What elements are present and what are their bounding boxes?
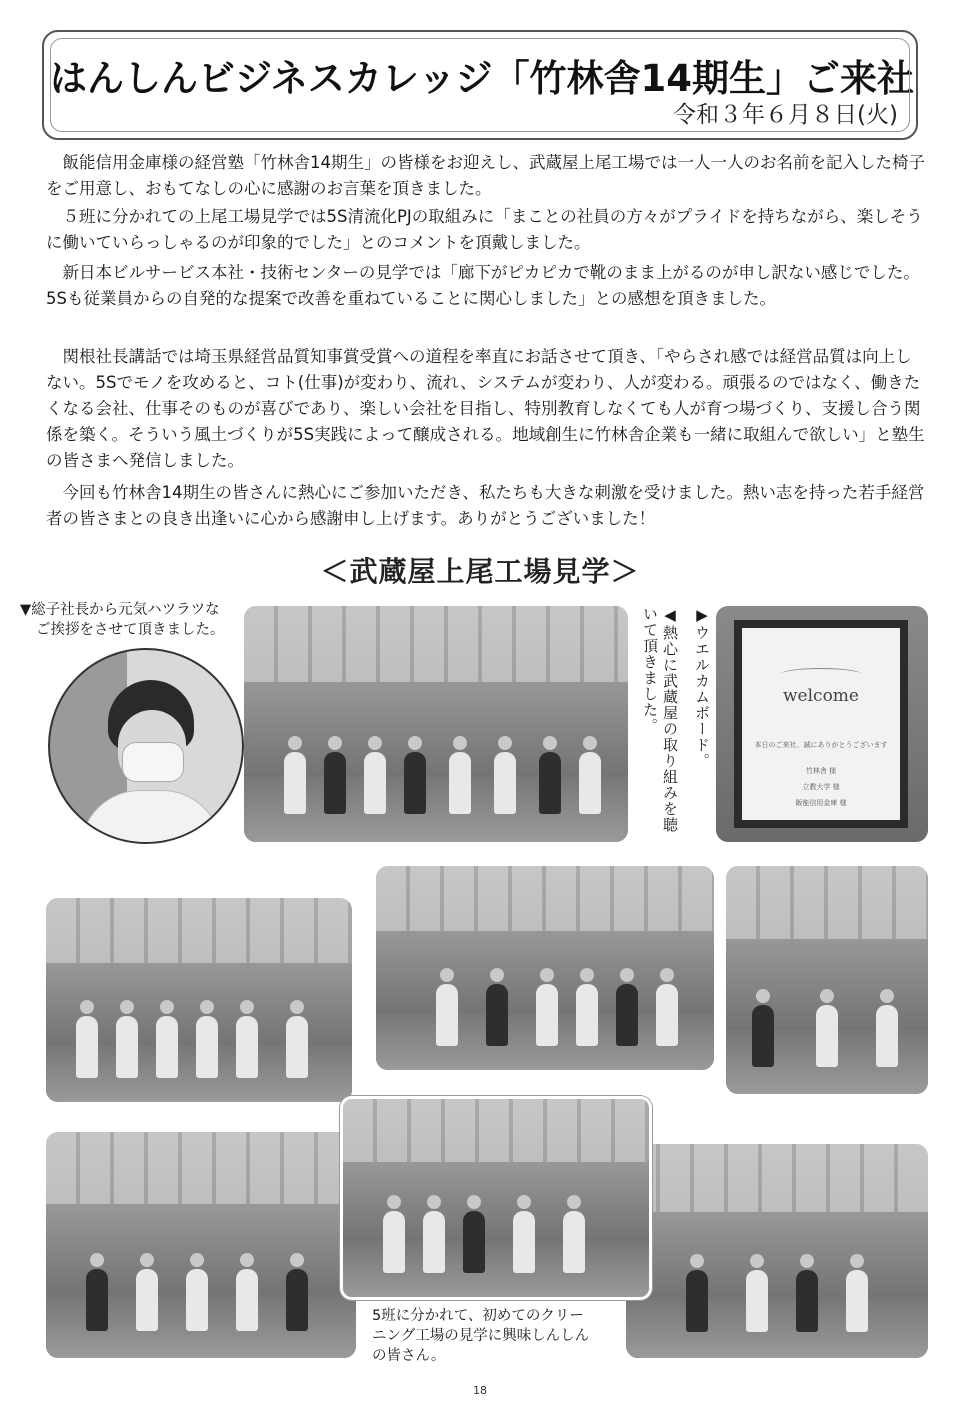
president-portrait-photo <box>48 648 244 844</box>
factory-tour-photo-5 <box>340 1096 652 1300</box>
welcome-board-line-3: 立教大学 様 <box>802 783 840 791</box>
audience-seminar-photo <box>244 606 628 842</box>
caption-groups-line-2: ニング工場の見学に興味しんしん <box>372 1328 590 1344</box>
paragraph-2: ５班に分かれての上尾工場見学では5S清流化PJの取組みに「まことの社員の方々がプライドを持ちながら、楽しそうに働いていらっしゃるのが印象的でした」とのコメントを頂戴しました。 <box>46 207 923 252</box>
caption-listening: ◀熱心に武蔵屋の取り組みを聴いて頂きました。 <box>641 606 679 833</box>
welcome-board-line-1: 本日のご来社、誠にありがとうございます <box>754 741 888 749</box>
paragraph-5: 今回も竹林舎14期生の皆さんに熱心にご参加いただき、私たちも大きな刺激を受けました。熱い志を持った若手経営者の皆さまとの良き出逢いに心から感謝申し上げます。ありがとうございました！ <box>46 483 925 528</box>
factory-tour-photo-6 <box>626 1144 928 1358</box>
event-date: 令和３年６月８日(火) <box>673 102 898 128</box>
welcome-board-heading: welcome <box>783 686 859 706</box>
factory-tour-photo-4 <box>46 1132 356 1358</box>
factory-tour-photo-2 <box>376 866 714 1070</box>
paragraph-3: 新日本ビルサービス本社・技術センターの見学では「廊下がピカピカで靴のまま上がるのが申し訳ない感じでした。5Sも従業員からの自発的な提案で改善を重ねていることに関心しました」との感想を頂きました。 <box>46 263 920 308</box>
welcome-board-line-4: 飯能信用金庫 様 <box>795 799 847 807</box>
factory-tour-photo-1 <box>46 898 352 1102</box>
factory-tour-photo-3 <box>726 866 928 1094</box>
caption-groups-line-3: の皆さん。 <box>372 1348 446 1364</box>
paragraph-4: 関根社長講話では埼玉県経営品質知事賞受賞への道程を率直にお話させて頂き、「やらされ感では経営品質は向上しない。5Sでモノを攻めると、コト(仕事)が変わり、流れ、システムが変わり、人が変わる。頑張るのではなく、働きたくなる会社、仕事そのものが喜びであり、楽しい会社を目指し、特別教育しなくても人が育つ場づくり、支援し合う関係を築く。そういう風土づくりが5S実践によって醸成される。地域創生に竹林舎企業も一緒に取組んで欲しい」と塾生の皆さまへ発信しました。 <box>46 347 925 470</box>
title-banner <box>42 30 918 140</box>
caption-greeting-line-1: ▼総子社長から元気ハツラツな <box>20 602 220 618</box>
caption-welcome-board: ▶ウエルカムボード。 <box>693 606 711 769</box>
welcome-board-paper <box>742 628 900 820</box>
paragraph-1: 飯能信用金庫様の経営塾「竹林舎14期生」の皆様をお迎えし、武蔵屋上尾工場では一人一人のお名前を記入した椅子をご用意し、おもてなしの心に感謝のお言葉を頂きました。 <box>46 153 925 198</box>
caption-groups-line-1: 5班に分かれて、初めてのクリー <box>372 1308 584 1324</box>
welcome-board-line-2: 竹林舎 様 <box>805 767 837 775</box>
section-title: ＜武蔵屋上尾工場見学＞ <box>320 555 640 588</box>
welcome-board-photo <box>716 606 928 842</box>
page-title: はんしんビジネスカレッジ「竹林舎14期生」ご来社 <box>49 57 914 100</box>
page-number: 18 <box>473 1384 487 1397</box>
caption-greeting-line-2: ご挨拶をさせて頂きました。 <box>36 622 225 638</box>
